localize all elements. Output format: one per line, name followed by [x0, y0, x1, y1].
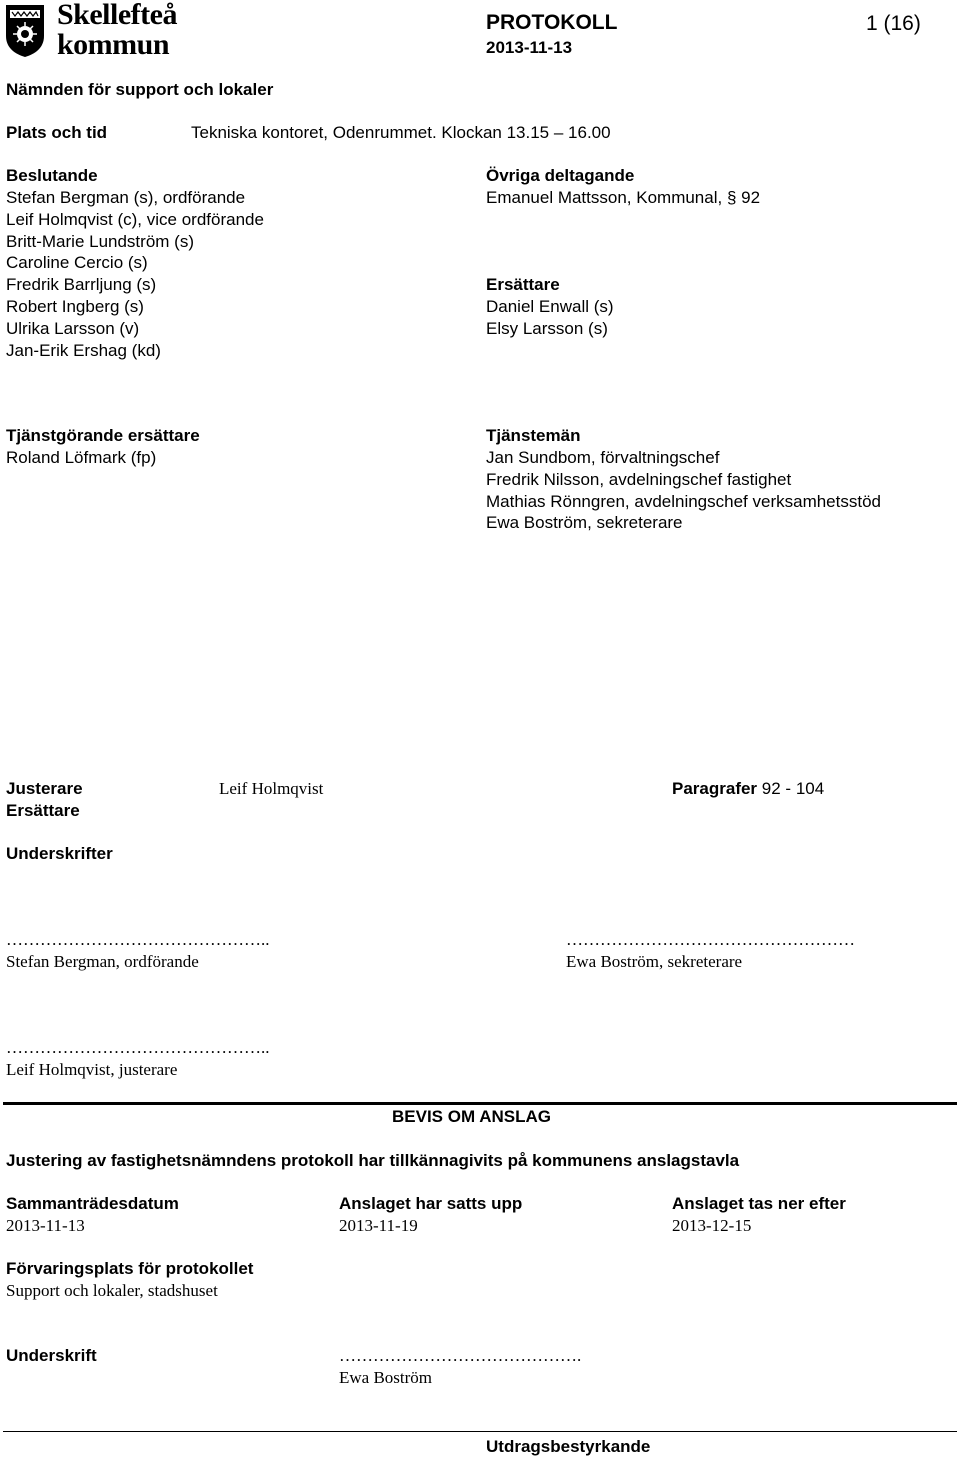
tjanstgorande-heading: Tjänstgörande ersättare — [6, 426, 200, 445]
place-label: Plats och tid — [6, 123, 108, 142]
list-item: Fredrik Nilsson, avdelningschef fastighet — [486, 469, 792, 489]
signature-line: …………………………………………… — [566, 930, 855, 949]
municipality-logo — [5, 0, 205, 61]
list-item: Elsy Larsson (s) — [486, 318, 608, 338]
document-date: 2013-11-13 — [486, 38, 573, 57]
signature-name: Leif Holmqvist, justerare — [6, 1060, 178, 1079]
posted-value: 2013-11-19 — [339, 1216, 418, 1235]
justerare-value: Leif Holmqvist — [219, 779, 324, 798]
list-item: Caroline Cercio (s) — [6, 253, 148, 273]
paragrafer — [672, 778, 824, 800]
posted-label: Anslaget har satts upp — [339, 1194, 523, 1213]
tjansteman-heading: Tjänstemän — [486, 426, 581, 445]
ersattare-label: Ersättare — [6, 801, 80, 820]
removed-label: Anslaget tas ner efter — [672, 1194, 846, 1213]
list-item: Daniel Enwall (s) — [486, 297, 614, 316]
bevis-title: BEVIS OM ANSLAG — [392, 1107, 551, 1126]
committee-name: Nämnden för support och lokaler — [6, 80, 274, 99]
beslutande-list — [6, 187, 264, 361]
footer-divider — [3, 1431, 957, 1432]
ersattare-list — [486, 296, 614, 340]
logo-line-2: kommun — [57, 28, 170, 61]
justerare-label: Justerare — [6, 779, 83, 798]
list-item: Fredrik Barrljung (s) — [6, 275, 157, 295]
coat-of-arms-icon — [5, 4, 45, 58]
list-item: Robert Ingberg (s) — [6, 296, 144, 316]
document-type: PROTOKOLL — [486, 11, 618, 34]
list-item: Ewa Boström, sekreterare — [486, 513, 683, 533]
list-item: Jan-Erik Ershag (kd) — [6, 340, 161, 360]
meeting-date-value: 2013-11-13 — [6, 1216, 85, 1235]
signature-line: ……………………………………….. — [6, 1038, 270, 1057]
storage-label: Förvaringsplats för protokollet — [6, 1259, 254, 1278]
list-item: Leif Holmqvist (c), vice ordförande — [6, 209, 264, 229]
storage-value: Support och lokaler, stadshuset — [6, 1281, 218, 1300]
list-item: Mathias Rönngren, avdelningschef verksamhetsstöd — [486, 491, 881, 511]
meeting-date-label: Sammanträdesdatum — [6, 1194, 179, 1213]
paragrafer-label: Paragrafer — [672, 779, 758, 798]
logo-line-1: Skellefteå — [57, 0, 177, 31]
list-item: Ulrika Larsson (v) — [6, 318, 140, 338]
paragrafer-value: 92 - 104 — [761, 779, 825, 798]
list-item: Jan Sundbom, förvaltningschef — [486, 448, 720, 467]
place-value: Tekniska kontoret, Odenrummet. Klockan 13.15 – 16.00 — [191, 123, 611, 142]
signature-name: Stefan Bergman, ordförande — [6, 952, 199, 971]
list-item: Stefan Bergman (s), ordförande — [6, 188, 246, 207]
removed-value: 2013-12-15 — [672, 1216, 752, 1235]
section-divider — [3, 1102, 957, 1105]
ovriga-heading: Övriga deltagande — [486, 166, 635, 185]
signature-name: Ewa Boström — [339, 1368, 433, 1387]
signature-line: ……………………………………. — [339, 1346, 582, 1365]
signature-name: Ewa Boström, sekreterare — [566, 952, 743, 971]
ovriga-member: Emanuel Mattsson, Kommunal, § 92 — [486, 188, 761, 207]
underskrift-label: Underskrift — [6, 1346, 97, 1365]
list-item: Britt-Marie Lundström (s) — [6, 231, 194, 251]
logo-wordmark — [57, 0, 177, 60]
page-number: 1 (16) — [866, 12, 921, 35]
signature-line: ……………………………………….. — [6, 930, 270, 949]
bevis-statement: Justering av fastighetsnämndens protokoll har tillkännagivits på kommunens anslagstavla — [6, 1151, 740, 1170]
tjanstgorande-member: Roland Löfmark (fp) — [6, 448, 157, 467]
tjansteman-list — [486, 447, 881, 534]
beslutande-heading: Beslutande — [6, 166, 98, 185]
ersattare-heading: Ersättare — [486, 275, 560, 294]
footer-label: Utdragsbestyrkande — [486, 1437, 651, 1456]
underskrifter-label: Underskrifter — [6, 844, 113, 863]
